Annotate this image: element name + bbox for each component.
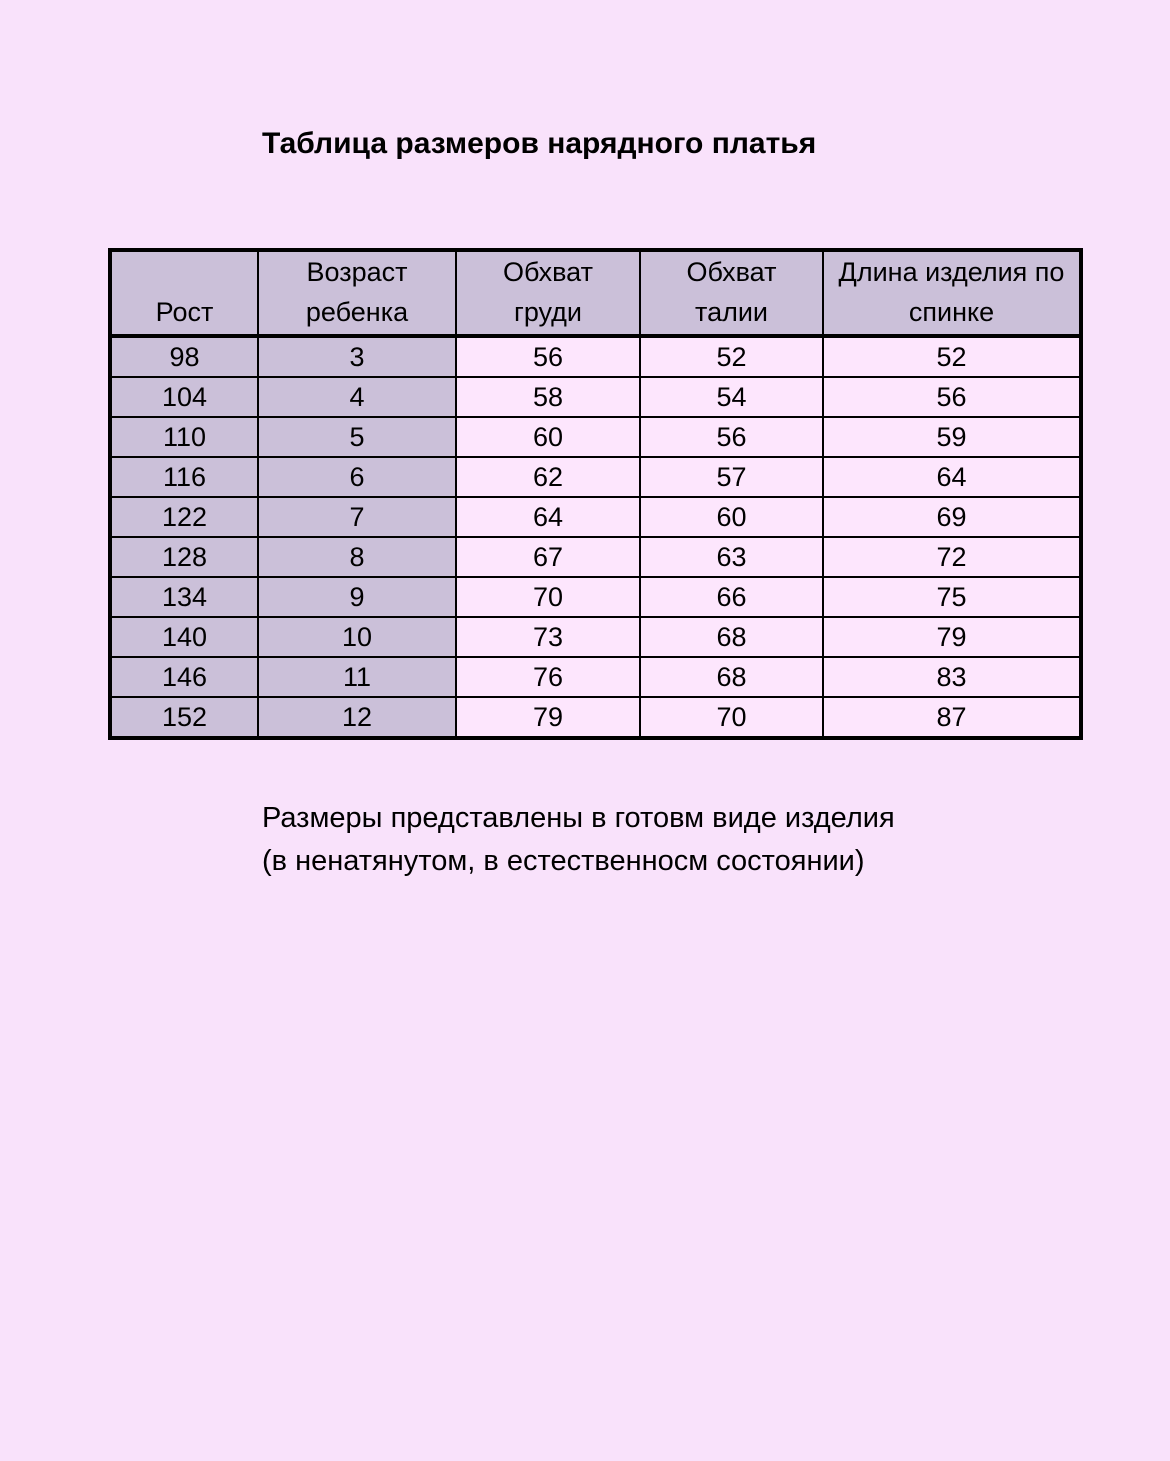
cell-age: 5 xyxy=(258,417,456,457)
cell-chest: 60 xyxy=(456,417,640,457)
cell-waist: 60 xyxy=(640,497,823,537)
header-age-line1: Возраст xyxy=(306,257,408,287)
cell-waist: 52 xyxy=(640,336,823,377)
cell-age: 12 xyxy=(258,697,456,738)
cell-chest: 70 xyxy=(456,577,640,617)
header-chest xyxy=(456,250,640,336)
header-age-line2: ребенка xyxy=(305,297,409,327)
table-row xyxy=(110,336,1081,377)
header-back-length-line2: спинке xyxy=(908,297,995,327)
cell-back-length: 75 xyxy=(823,577,1081,617)
cell-height: 110 xyxy=(110,417,258,457)
cell-chest: 76 xyxy=(456,657,640,697)
cell-waist: 66 xyxy=(640,577,823,617)
header-back-length xyxy=(823,250,1081,336)
header-age xyxy=(258,250,456,336)
cell-waist: 63 xyxy=(640,537,823,577)
cell-back-length: 69 xyxy=(823,497,1081,537)
cell-height: 152 xyxy=(110,697,258,738)
table-row xyxy=(110,537,1081,577)
table-row xyxy=(110,417,1081,457)
header-row xyxy=(110,250,1081,336)
cell-back-length: 64 xyxy=(823,457,1081,497)
cell-waist: 57 xyxy=(640,457,823,497)
cell-waist: 68 xyxy=(640,617,823,657)
header-chest-line1: Обхват xyxy=(503,257,593,287)
cell-height: 98 xyxy=(110,336,258,377)
cell-back-length: 52 xyxy=(823,336,1081,377)
cell-age: 8 xyxy=(258,537,456,577)
cell-chest: 67 xyxy=(456,537,640,577)
cell-age: 6 xyxy=(258,457,456,497)
header-back-length-line1: Длина изделия по xyxy=(838,257,1065,287)
cell-height: 104 xyxy=(110,377,258,417)
header-height-line2: Рост xyxy=(155,297,214,327)
header-waist-line2: талии xyxy=(695,297,768,327)
cell-back-length: 83 xyxy=(823,657,1081,697)
cell-age: 9 xyxy=(258,577,456,617)
page-title: Таблица размеров нарядного платья xyxy=(262,127,817,160)
cell-chest: 79 xyxy=(456,697,640,738)
cell-chest: 73 xyxy=(456,617,640,657)
cell-back-length: 72 xyxy=(823,537,1081,577)
cell-waist: 54 xyxy=(640,377,823,417)
cell-back-length: 56 xyxy=(823,377,1081,417)
cell-age: 4 xyxy=(258,377,456,417)
table-row xyxy=(110,697,1081,738)
cell-age: 10 xyxy=(258,617,456,657)
size-note-line1: Размеры представлены в готовм виде изделия xyxy=(262,802,895,834)
cell-waist: 68 xyxy=(640,657,823,697)
size-note-line2: (в ненатянутом, в естественносм состоянии) xyxy=(262,845,865,877)
cell-height: 128 xyxy=(110,537,258,577)
table-row xyxy=(110,577,1081,617)
cell-height: 146 xyxy=(110,657,258,697)
cell-chest: 62 xyxy=(456,457,640,497)
size-table xyxy=(108,248,1083,740)
cell-chest: 58 xyxy=(456,377,640,417)
cell-chest: 64 xyxy=(456,497,640,537)
size-note xyxy=(262,797,895,883)
header-waist-line1: Обхват xyxy=(686,257,777,287)
cell-back-length: 59 xyxy=(823,417,1081,457)
cell-waist: 70 xyxy=(640,697,823,738)
cell-back-length: 79 xyxy=(823,617,1081,657)
cell-back-length: 87 xyxy=(823,697,1081,738)
cell-height: 134 xyxy=(110,577,258,617)
table-row xyxy=(110,457,1081,497)
cell-waist: 56 xyxy=(640,417,823,457)
header-chest-line2: груди xyxy=(513,297,582,327)
header-height xyxy=(110,250,258,336)
cell-height: 116 xyxy=(110,457,258,497)
table-row xyxy=(110,617,1081,657)
cell-height: 140 xyxy=(110,617,258,657)
table-row xyxy=(110,657,1081,697)
cell-age: 3 xyxy=(258,336,456,377)
cell-height: 122 xyxy=(110,497,258,537)
header-waist xyxy=(640,250,823,336)
cell-age: 11 xyxy=(258,657,456,697)
table-row xyxy=(110,497,1081,537)
table-row xyxy=(110,377,1081,417)
cell-chest: 56 xyxy=(456,336,640,377)
table-header xyxy=(110,250,1081,336)
cell-age: 7 xyxy=(258,497,456,537)
table-body xyxy=(110,336,1081,738)
